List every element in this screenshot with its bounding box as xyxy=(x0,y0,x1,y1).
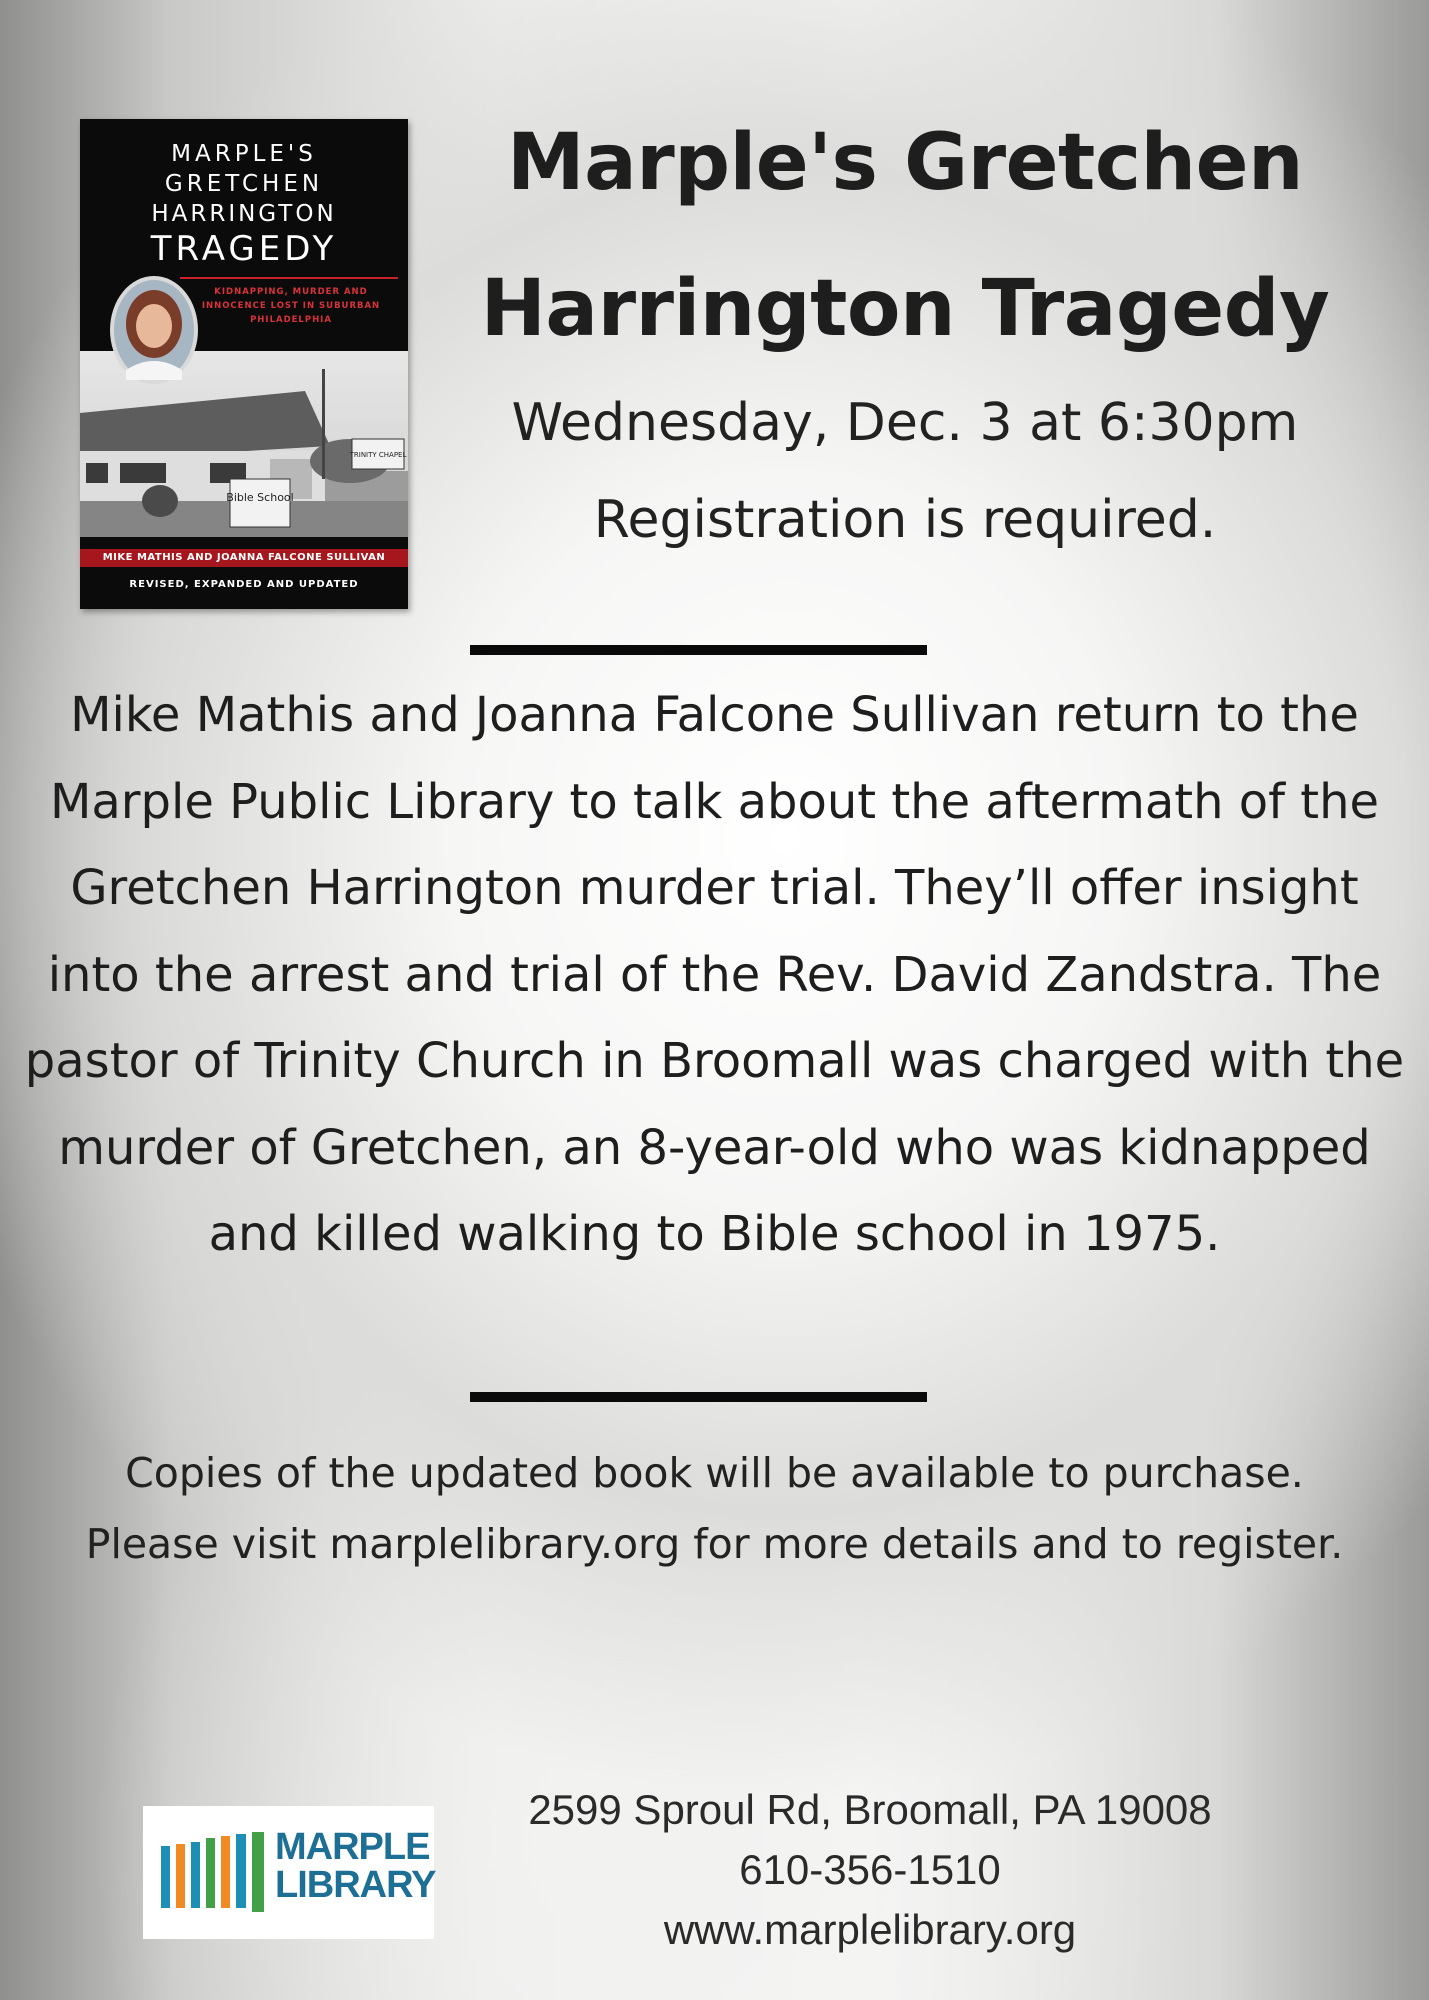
cover-red-rule xyxy=(180,277,398,279)
event-title: Marple's Gretchen Harrington Tragedy xyxy=(480,118,1330,354)
logo-line: LIBRARY xyxy=(275,1864,436,1906)
registration-notice: Registration is required. xyxy=(593,490,1217,550)
logo-wordmark xyxy=(275,1828,435,1904)
logo-bar xyxy=(176,1844,185,1908)
cover-sign-left: Bible School xyxy=(226,491,294,504)
logo-bar xyxy=(221,1836,230,1908)
cover-edition: REVISED, EXPANDED AND UPDATED xyxy=(129,579,359,590)
logo-bar xyxy=(206,1838,215,1908)
register-note: Please visit marplelibrary.org for more details and to register. xyxy=(85,1520,1344,1568)
cover-subtitle: KIDNAPPING, MURDER AND INNOCENCE LOST IN SUBURBAN PHILADELPHIA xyxy=(201,287,381,325)
divider-top xyxy=(470,645,927,655)
logo-line: MARPLE xyxy=(275,1826,430,1868)
cover-girl-portrait xyxy=(108,274,200,386)
logo-bar xyxy=(252,1832,264,1912)
logo-bar xyxy=(161,1846,170,1908)
cover-title-line: HARRINGTON xyxy=(151,201,337,227)
cover-sign-right: TRINITY CHAPEL xyxy=(349,451,407,459)
event-date-time: Wednesday, Dec. 3 at 6:30pm xyxy=(511,393,1299,453)
cover-title-line: GRETCHEN xyxy=(164,171,324,197)
logo-bars-icon xyxy=(159,1828,274,1916)
cover-title-line: MARPLE'S xyxy=(171,141,317,167)
copies-note: Copies of the updated book will be available to purchase. xyxy=(125,1449,1304,1497)
divider-bottom xyxy=(470,1392,927,1402)
cover-authors: MIKE MATHIS AND JOANNA FALCONE SULLIVAN xyxy=(80,549,408,567)
logo-bar xyxy=(236,1834,246,1908)
marple-library-logo xyxy=(143,1806,434,1939)
library-address: 2599 Sproul Rd, Broomall, PA 19008 xyxy=(528,1786,1212,1833)
book-cover-image xyxy=(80,119,408,609)
logo-bar xyxy=(191,1842,200,1908)
cover-title-main: TRAGEDY xyxy=(150,229,338,269)
event-description: Mike Mathis and Joanna Falcone Sullivan return to the Marple Public Library to talk about the aftermath of the Gretchen Harrington murder trial. They’ll offer insight into the arrest and trial of the Rev. David Zandstra. The pastor of Trinity Church in Broomall was charged with the murder of Gretchen, an 8-year-old who was kidnapped and killed walking to Bible school in 1975. xyxy=(24,687,1405,1262)
library-phone: 610-356-1510 xyxy=(739,1846,1001,1893)
library-website: www.marplelibrary.org xyxy=(663,1906,1077,1953)
